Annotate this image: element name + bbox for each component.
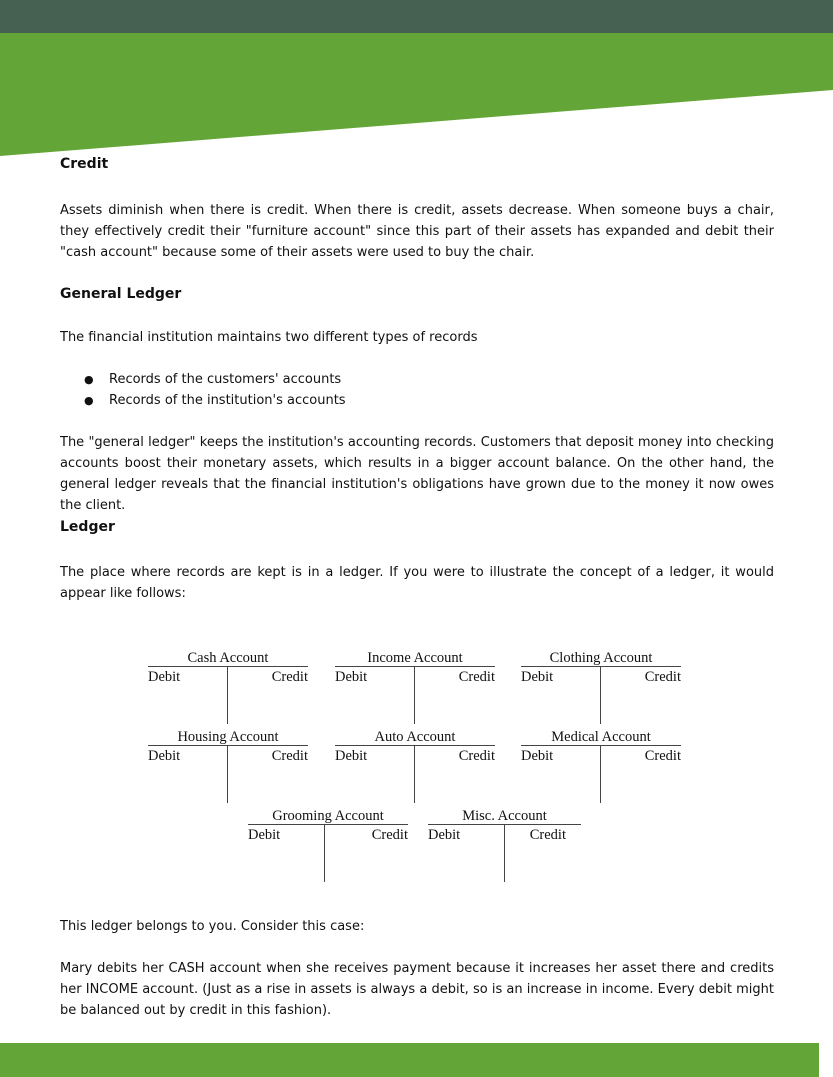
paragraph-credit: Assets diminish when there is credit. When there is credit, assets decrease. When someone buys a chair, they effectively credit their "furniture account" since this part of their assets has expanded and debit their "cash account" because some of their assets were used to buy the chair. [60,203,774,260]
t-account-cash [148,640,308,720]
credit-label: Credit [458,669,495,685]
paragraph-general-ledger: The "general ledger" keeps the institution's accounting records. Customers that deposit money into checking accounts boost their monetary assets, which results in a bigger account balance. On the other hand, the general ledger reveals that the financial institution's obligations have grown due to the money it now owes the client. [60,435,774,513]
t-account-income [335,640,495,720]
footer-right-gap [819,1043,833,1077]
debit-label: Debit [428,827,461,843]
debit-label: Debit [148,669,181,685]
header-green-banner [0,33,833,158]
credit-label: Credit [644,669,681,685]
t-account-medical [521,719,681,799]
t-account-top-line [148,745,308,746]
t-account-grooming [248,798,408,878]
t-account-clothing [521,640,681,720]
debit-label: Debit [521,669,554,685]
header-green-shape [0,33,833,156]
paragraph-case: Mary debits her CASH account when she receives payment because it increases her asset there and credits her INCOME account. (Just as a rise in assets is always a debit, so is an increase in income. Every debit might be balanced out by credit in this fashion). [60,961,774,1018]
t-account-title: Cash Account [187,650,269,666]
header-dark-band [0,0,833,33]
credit-label: Credit [529,827,566,843]
t-account-title: Auto Account [374,729,456,745]
t-account-top-line [521,745,681,746]
t-account-title: Income Account [367,650,463,666]
credit-label: Credit [271,748,308,764]
t-account-top-line [521,666,681,667]
credit-label: Credit [371,827,408,843]
t-account-top-line [335,745,495,746]
t-account-divider [600,666,601,724]
heading-ledger: Ledger [60,519,115,535]
debit-label: Debit [248,827,281,843]
heading-general-ledger: General Ledger [60,286,182,302]
t-account-divider [324,824,325,882]
t-account-divider [227,666,228,724]
credit-label: Credit [644,748,681,764]
bullet-item: ● Records of the institution's accounts [60,390,346,411]
t-account-divider [504,824,505,882]
bullet-item: ● Records of the customers' accounts [60,369,346,390]
t-account-top-line [248,824,408,825]
t-account-title: Grooming Account [272,808,384,824]
debit-label: Debit [335,669,368,685]
t-account-title: Clothing Account [549,650,653,666]
t-account-divider [227,745,228,803]
t-account-divider [600,745,601,803]
t-account-top-line [148,666,308,667]
debit-label: Debit [521,748,554,764]
t-account-divider [414,745,415,803]
t-account-auto [335,719,495,799]
heading-credit: Credit [60,156,109,172]
ledger-diagram [0,640,833,900]
paragraph-ledger: The place where records are kept is in a ledger. If you were to illustrate the concept of a ledger, it would appear like follows: [60,565,774,601]
footer-green-bar [0,1043,819,1077]
t-account-misc [428,798,581,878]
paragraph-general-ledger-intro: The financial institution maintains two different types of records [60,330,478,345]
credit-label: Credit [271,669,308,685]
t-account-top-line [335,666,495,667]
paragraph-case-intro: This ledger belongs to you. Consider this case: [60,919,365,934]
records-bullet-list [60,369,346,411]
t-account-title: Misc. Account [462,808,547,824]
debit-label: Debit [148,748,181,764]
t-account-title: Medical Account [551,729,651,745]
t-account-divider [414,666,415,724]
debit-label: Debit [335,748,368,764]
credit-label: Credit [458,748,495,764]
t-account-title: Housing Account [177,729,279,745]
t-account-housing [148,719,308,799]
